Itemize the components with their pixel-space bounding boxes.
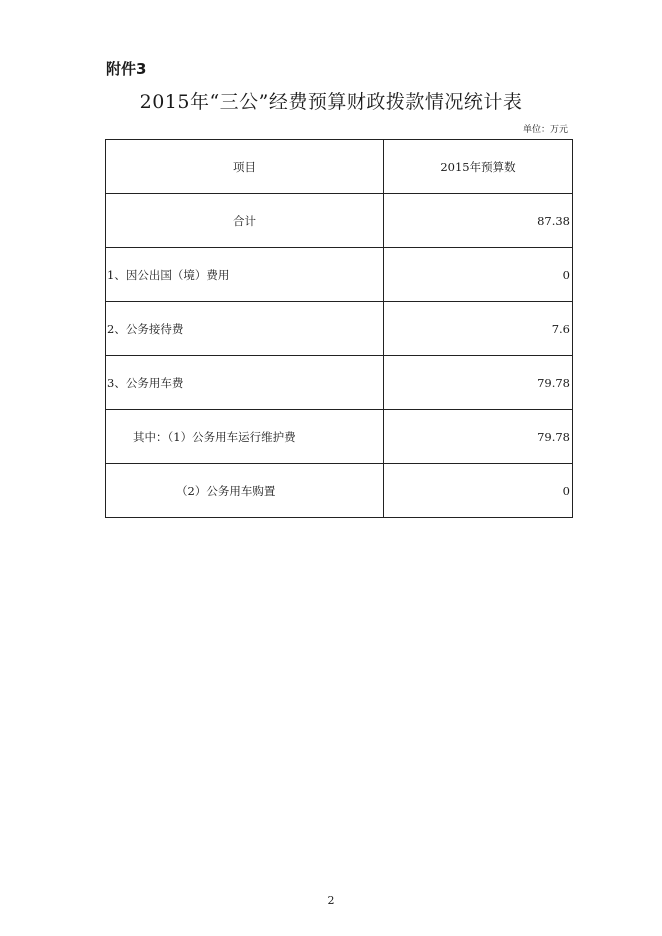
row-overseas-label: 1、因公出国（境）费用 bbox=[106, 248, 384, 302]
header-budget: 2015年预算数 bbox=[384, 140, 573, 194]
header-item: 项目 bbox=[106, 140, 384, 194]
budget-table bbox=[105, 139, 573, 518]
row-vehicle-value: 79.78 bbox=[384, 356, 573, 410]
row-vehicle-purchase-label: （2）公务用车购置 bbox=[106, 464, 384, 518]
row-reception-label: 2、公务接待费 bbox=[106, 302, 384, 356]
table-row bbox=[106, 194, 573, 248]
row-overseas-value: 0 bbox=[384, 248, 573, 302]
unit-label: 单位：万元 bbox=[522, 125, 568, 135]
row-vehicle-maintenance-value: 79.78 bbox=[384, 410, 573, 464]
page-number: 2 bbox=[327, 894, 335, 907]
table-row bbox=[106, 302, 573, 356]
table-row bbox=[106, 248, 573, 302]
row-vehicle-purchase-value: 0 bbox=[384, 464, 573, 518]
table-row bbox=[106, 410, 573, 464]
table-row bbox=[106, 464, 573, 518]
table-row bbox=[106, 356, 573, 410]
row-reception-value: 7.6 bbox=[384, 302, 573, 356]
attachment-label: 附件3 bbox=[106, 60, 147, 78]
document-title: 2015年“三公”经费预算财政拨款情况统计表 bbox=[139, 91, 523, 113]
row-vehicle-label: 3、公务用车费 bbox=[106, 356, 384, 410]
table-header-row bbox=[106, 140, 573, 194]
row-total-value: 87.38 bbox=[384, 194, 573, 248]
row-vehicle-maintenance-label: 其中：（1）公务用车运行维护费 bbox=[106, 410, 384, 464]
row-total-label: 合计 bbox=[106, 194, 384, 248]
